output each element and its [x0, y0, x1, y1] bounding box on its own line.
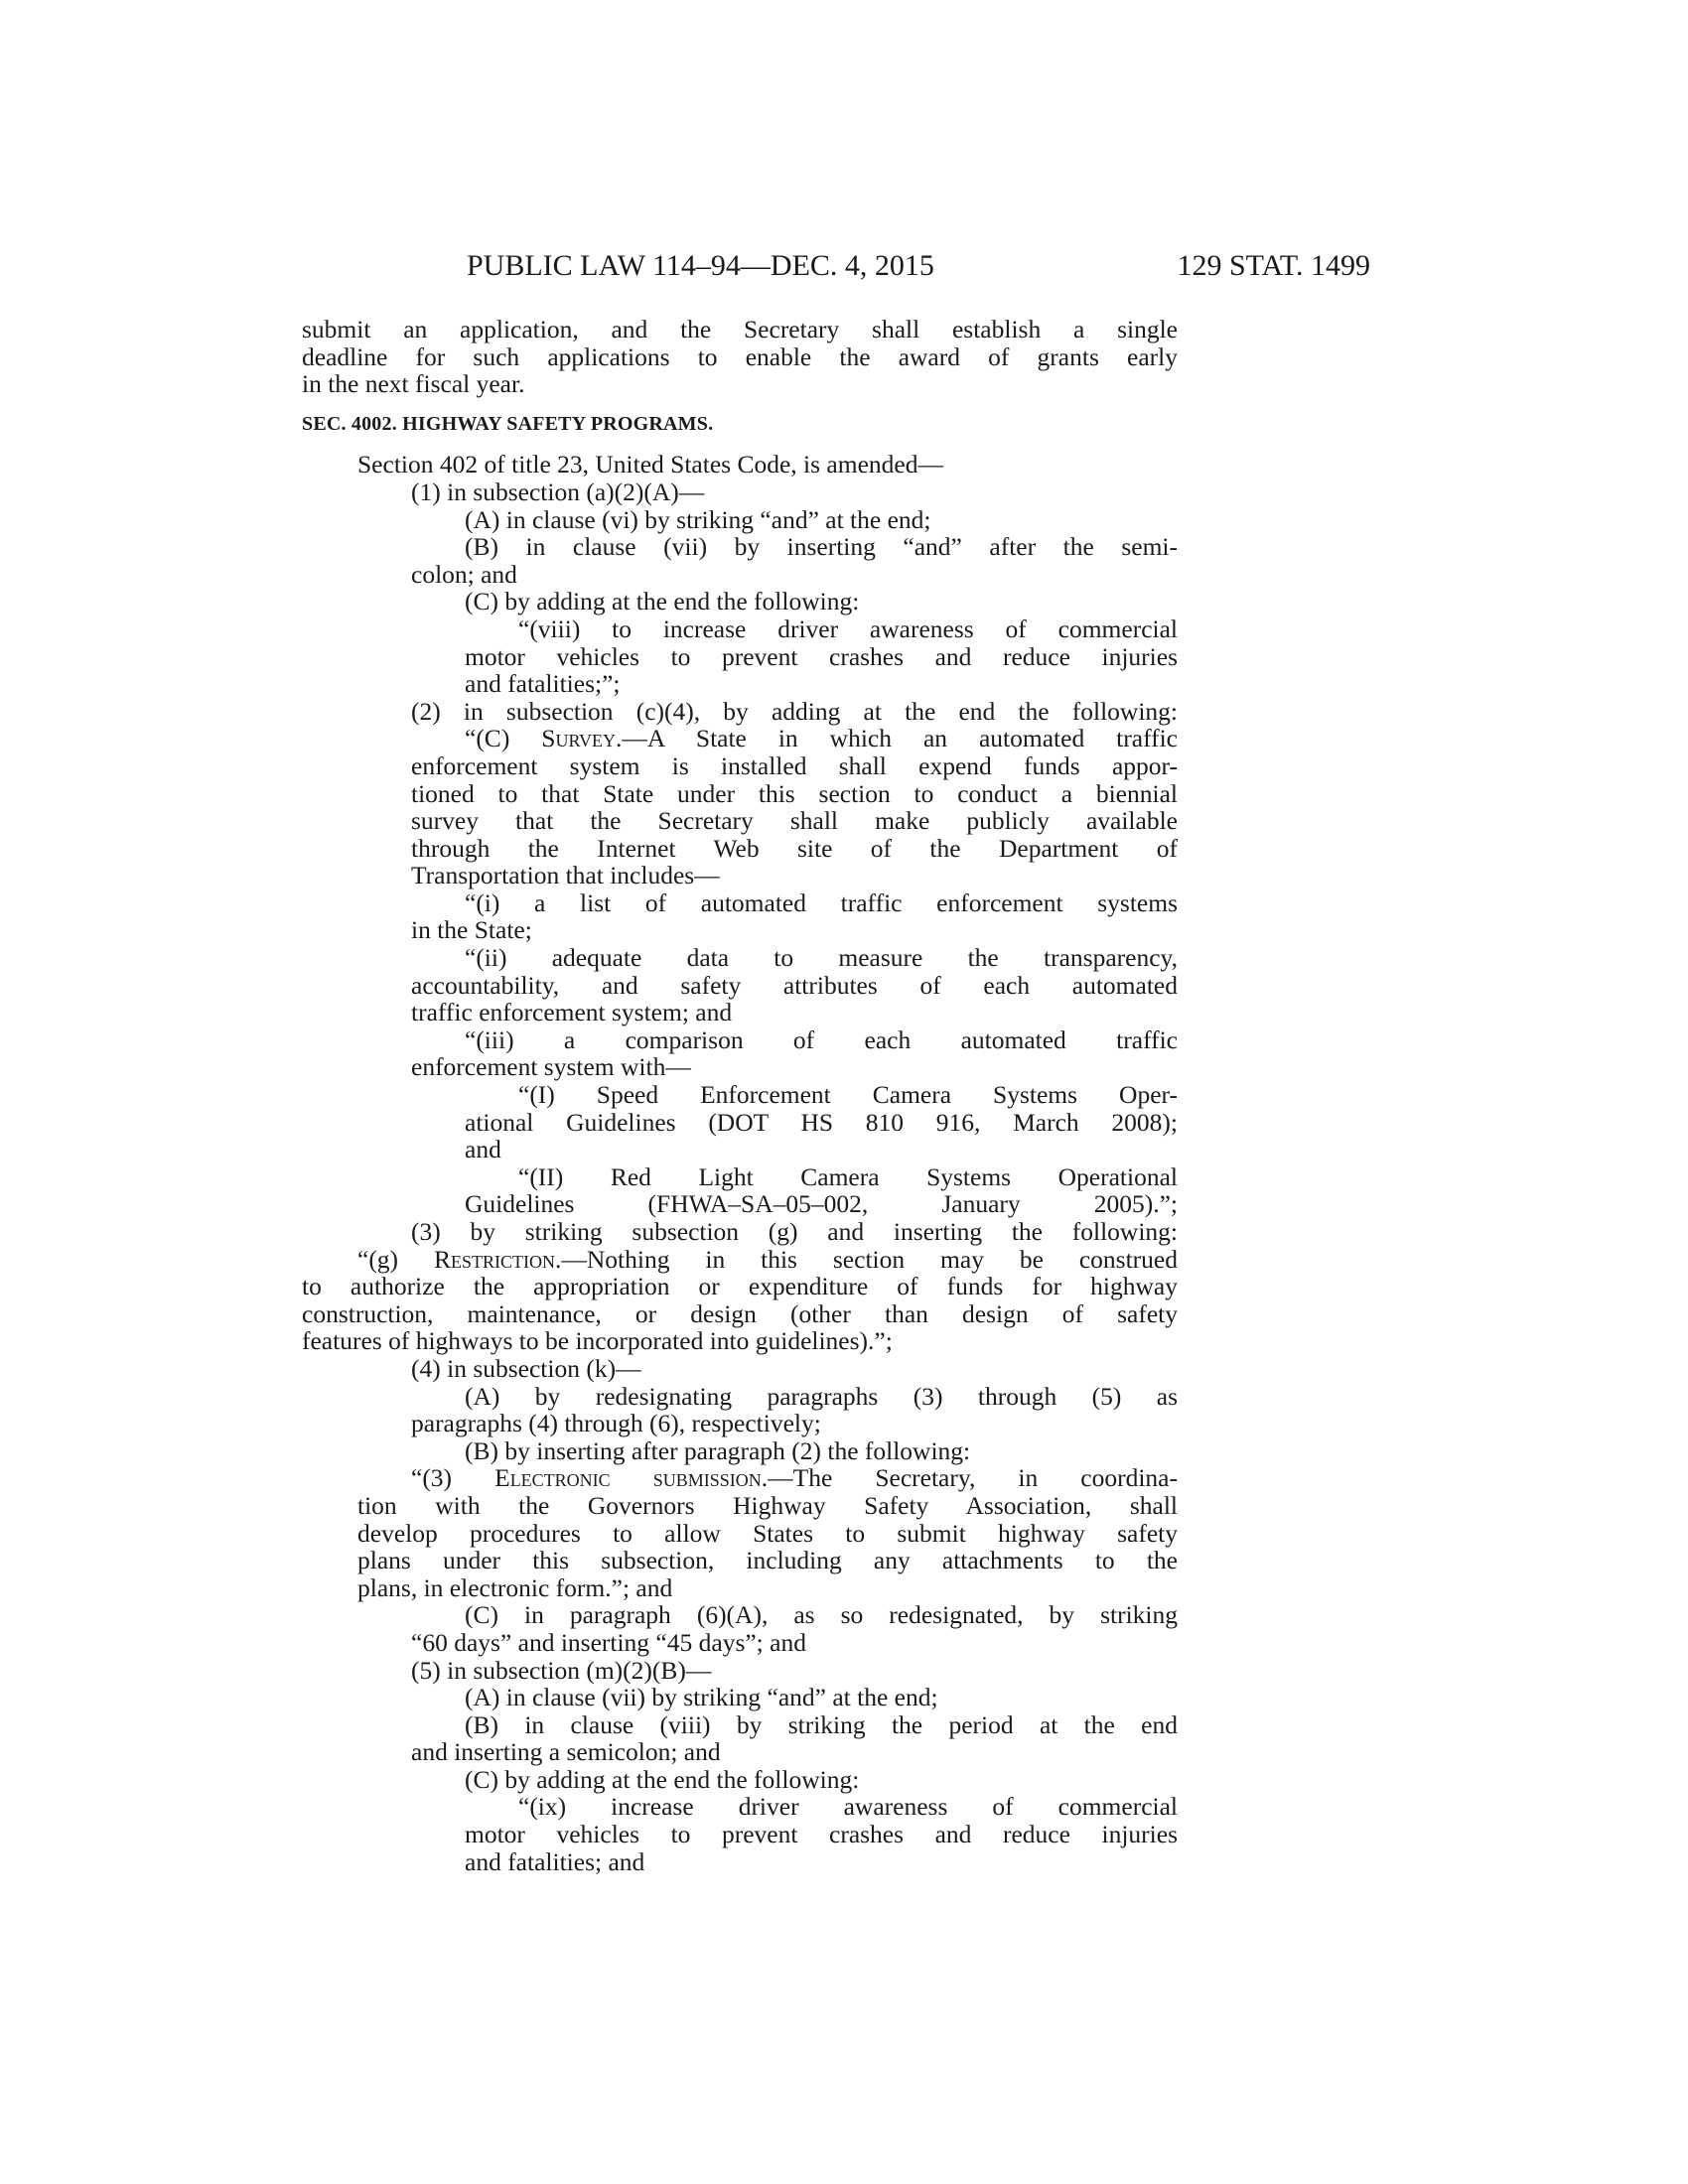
text-line: to authorize the appropriation or expenditure of funds for highway: [302, 1272, 1178, 1301]
text-line: through the Internet Web site of the Department of: [411, 833, 1178, 863]
text-line: motor vehicles to prevent crashes and reduce injuries: [465, 641, 1178, 671]
text-line: “(3) Electronic submission.—The Secretary, in coordina-: [411, 1463, 1178, 1493]
small-caps-heading: urvey: [555, 724, 617, 753]
text-line: (A) in clause (vi) by striking “and” at the end;: [465, 504, 931, 534]
text-line: plans, in electronic form.”; and: [357, 1572, 673, 1602]
text-line: colon; and: [411, 559, 517, 589]
text-line: “(viii) to increase driver awareness of commercial: [518, 614, 1178, 643]
text-line: survey that the Secretary shall make publicly available: [411, 806, 1178, 836]
running-head-statute-page: 129 STAT. 1499: [1177, 249, 1370, 282]
text-line: and: [465, 1135, 501, 1164]
text-line: and fatalities;”;: [465, 669, 621, 699]
text-line: “(I) Speed Enforcement Camera Systems Oper-: [518, 1080, 1178, 1110]
text-line: “(i) a list of automated traffic enforcement systems: [465, 887, 1178, 917]
text-line: paragraphs (4) through (6), respectively;: [411, 1409, 821, 1438]
text-line: “(C) Survey.—A State in which an automated traffic: [465, 724, 1178, 753]
text-line: plans under this subsection, including any attachments to the: [357, 1546, 1178, 1575]
text-line: (4) in subsection (k)—: [411, 1353, 641, 1383]
text-line: (A) in clause (vii) by striking “and” at the end;: [465, 1683, 938, 1712]
text-line: “(g) Restriction.—Nothing in this section may be construed: [357, 1244, 1178, 1274]
section-heading: SEC. 4002. HIGHWAY SAFETY PROGRAMS.: [302, 412, 714, 435]
text-line: enforcement system with—: [411, 1052, 691, 1082]
text-line: “(ix) increase driver awareness of commercial: [518, 1792, 1178, 1822]
text-line: (B) by inserting after paragraph (2) the following:: [465, 1435, 971, 1465]
text-line: “(ii) adequate data to measure the transparency,: [465, 943, 1178, 973]
text-line: “(iii) a comparison of each automated traffic: [465, 1024, 1178, 1054]
small-caps-heading: lectronic submission: [509, 1463, 762, 1493]
text-line: (C) in paragraph (6)(A), as so redesignated, by striking: [465, 1600, 1178, 1630]
text-line: “60 days” and inserting “45 days”; and: [411, 1627, 806, 1657]
text-line: tioned to that State under this section to conduct a biennial: [411, 778, 1178, 808]
text-line: (C) by adding at the end the following:: [465, 1764, 860, 1794]
text-line: develop procedures to allow States to submit highway safety: [357, 1518, 1178, 1548]
text-line: (2) in subsection (c)(4), by adding at the end the following:: [411, 696, 1178, 726]
text-line: enforcement system is installed shall expend funds appor-: [411, 751, 1178, 780]
text-line: Transportation that includes—: [411, 861, 720, 890]
statute-body-text: [302, 316, 1178, 1875]
text-line: construction, maintenance, or design (other than design of safety: [302, 1298, 1178, 1328]
text-line: ational Guidelines (DOT HS 810 916, March 2008);: [465, 1107, 1178, 1137]
text-line: in the next fiscal year.: [302, 369, 525, 399]
text-line: and inserting a semicolon; and: [411, 1737, 721, 1767]
text-line: and fatalities; and: [465, 1846, 645, 1876]
text-line: motor vehicles to prevent crashes and reduce injuries: [465, 1820, 1178, 1849]
text-line: (1) in subsection (a)(2)(A)—: [411, 477, 705, 506]
text-line: Section 402 of title 23, United States Code, is amended—: [357, 450, 943, 479]
text-line: “(II) Red Light Camera Systems Operational: [518, 1161, 1178, 1191]
text-line: in the State;: [411, 915, 532, 945]
text-line: deadline for such applications to enable the award of grants early: [302, 341, 1178, 371]
text-line: (A) by redesignating paragraphs (3) through (5) as: [465, 1381, 1178, 1411]
text-line: traffic enforcement system; and: [411, 998, 733, 1027]
text-line: submit an application, and the Secretary shall establish a single: [302, 315, 1178, 343]
text-line: Guidelines (FHWA–SA–05–002, January 2005).”;: [465, 1189, 1178, 1219]
text-line: (5) in subsection (m)(2)(B)—: [411, 1655, 712, 1685]
text-line: tion with the Governors Highway Safety Association, shall: [357, 1490, 1178, 1520]
text-line: (3) by striking subsection (g) and inserting the following:: [411, 1217, 1178, 1246]
running-head-title: PUBLIC LAW 114–94—DEC. 4, 2015: [467, 249, 934, 282]
text-line: (B) in clause (vii) by inserting “and” after the semi-: [465, 532, 1178, 562]
text-line: (C) by adding at the end the following:: [465, 587, 860, 616]
page-header: [467, 246, 1370, 286]
text-line: accountability, and safety attributes of each automated: [411, 970, 1178, 1000]
small-caps-heading: estriction: [450, 1244, 555, 1274]
text-line: features of highways to be incorporated into guidelines).”;: [302, 1326, 893, 1356]
text-line: (B) in clause (viii) by striking the period at the end: [465, 1709, 1178, 1739]
